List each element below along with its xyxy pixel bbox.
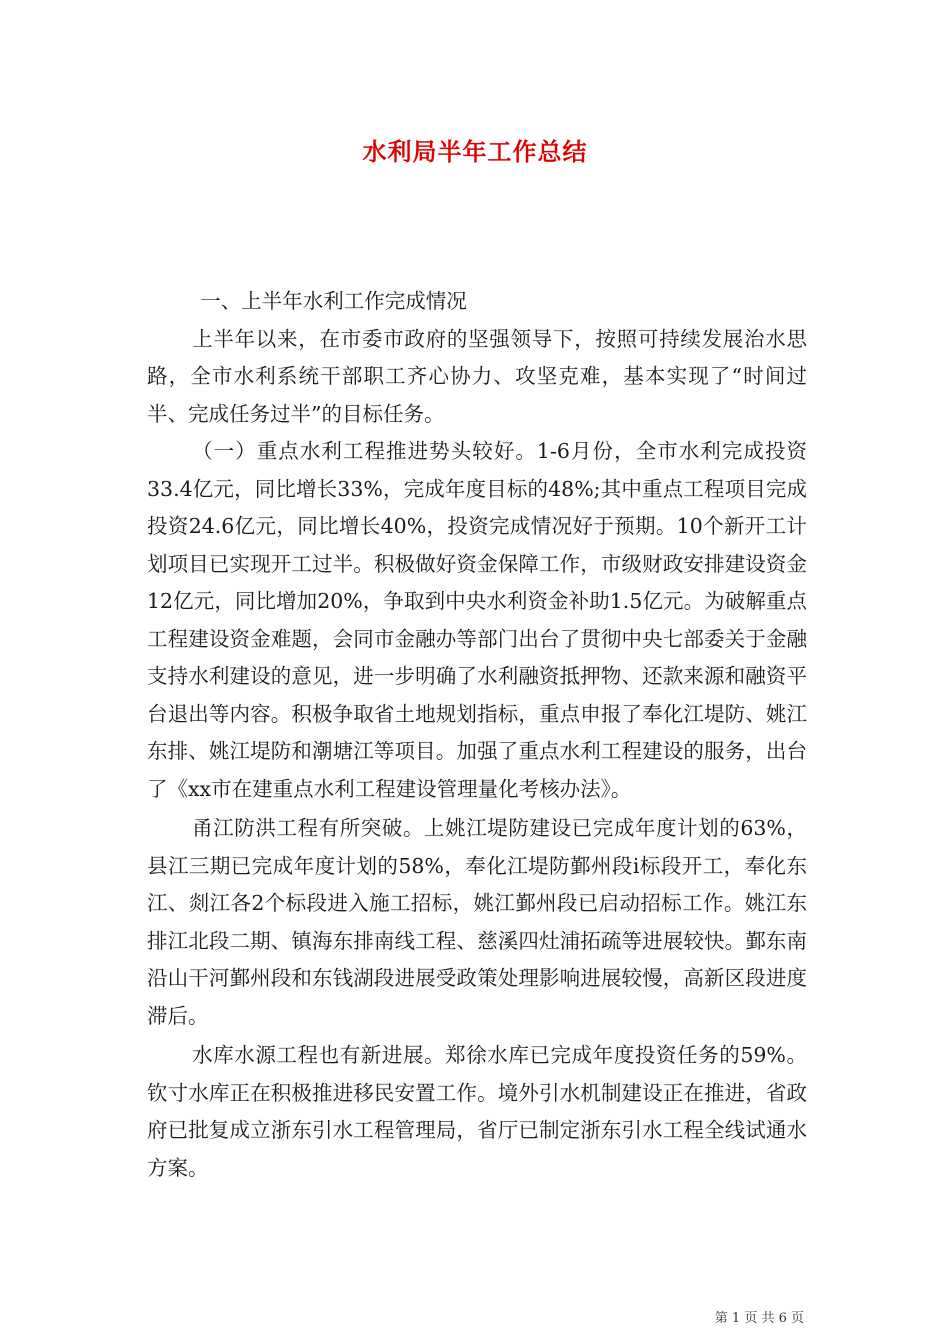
document-title: 水利局半年工作总结 (362, 138, 588, 166)
section-heading: 一、上半年水利工作完成情况 (200, 289, 467, 313)
paragraph-reservoir: 水库水源工程也有新进展。郑徐水库已完成年度投资任务的59%。钦寸水库正在积极推进移民安置工作。境外引水机制建设正在推进，省政府已批复成立浙东引水工程管理局，省厅已制定浙东引水工程全线试通水方案。 (147, 1043, 807, 1180)
page-number: 第 1 页 共 6 页 (714, 1311, 804, 1326)
document-body (147, 283, 807, 1187)
paragraph-intro: 上半年以来，在市委市政府的坚强领导下，按照可持续发展治水思路，全市水利系统干部职工齐心协力、攻坚克难，基本实现了“时间过半、完成任务过半”的目标任务。 (147, 326, 807, 426)
paragraph-flood-control: 甬江防洪工程有所突破。上姚江堤防建设已完成年度计划的63%，县江三期已完成年度计划的58%，奉化江堤防鄞州段ⅰ标段开工，奉化东江、剡江各2个标段进入施工招标，姚江鄞州段已启动招标工作。姚江东排江北段二期、镇海东排南线工程、慈溪四灶浦拓疏等进展较快。鄞东南沿山干河鄞州段和东钱湖段进展受政策处理影响进展较慢，高新区段进度滞后。 (147, 816, 807, 1028)
paragraph-key-projects: （一）重点水利工程推进势头较好。1-6月份，全市水利完成投资33.4亿元，同比增长33%，完成年度目标的48%;其中重点工程项目完成投资24.6亿元，同比增长40%，投资完成情况好于预期。10个新开工计划项目已实现开工过半。积极做好资金保障工作，市级财政安排建设资金12亿元，同比增加20%，争取到中央水利资金补助1.5亿元。为破解重点工程建设资金难题，会同市金融办等部门出台了贯彻中央七部委关于金融支持水利建设的意见，进一步明确了水利融资抵押物、还款来源和融资平台退出等内容。积极争取省土地规划指标，重点申报了奉化江堤防、姚江东排、姚江堤防和潮塘江等项目。加强了重点水利工程建设的服务，出台了《xx市在建重点水利工程建设管理量化考核办法》。 (147, 439, 807, 801)
